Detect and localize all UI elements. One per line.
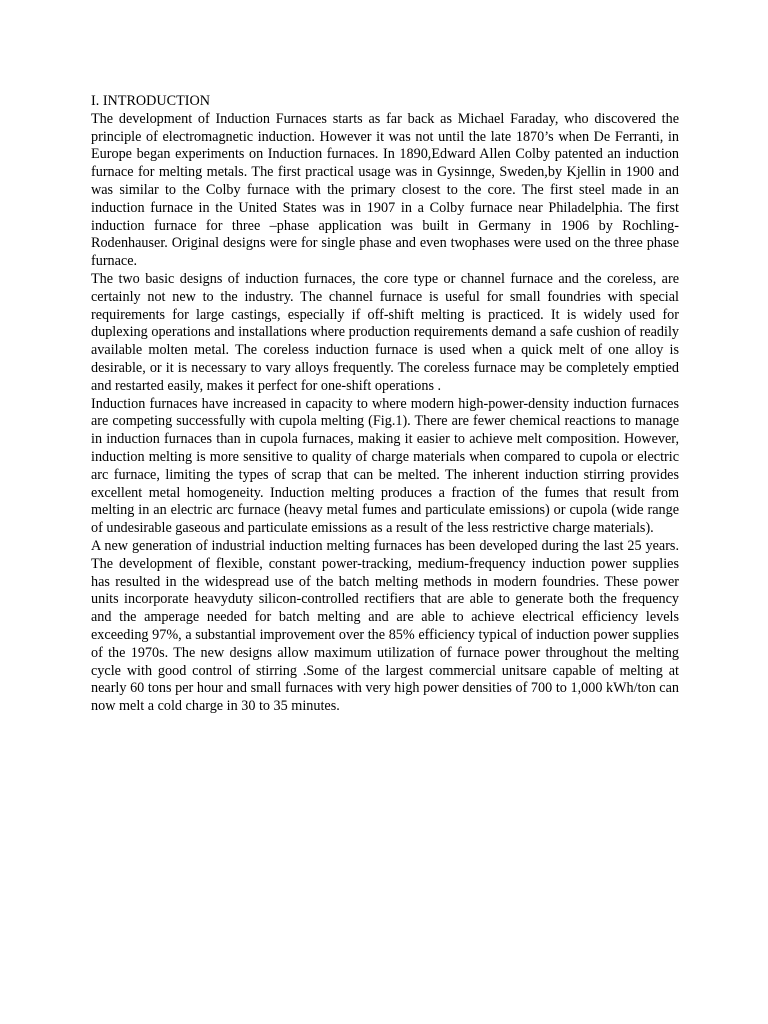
paragraph-capacity: Induction furnaces have increased in capacity to where modern high-power-density induction furnaces are competing successfully with cupola melting (Fig.1). There are fewer chemical reactions to manage in induction furnaces than in cupola furnaces, making it easier to achieve melt composition. However, induction melting is more sensitive to quality of charge materials when compared to cupola or electric arc furnace, limiting the types of scrap that can be melted. The inherent induction stirring provides excellent metal homogeneity. Induction melting produces a fraction of the fumes that result from melting in an electric arc furnace (heavy metal fumes and particulate emissions) or cupola (wide range of undesirable gaseous and particulate emissions as a result of the less restrictive charge materials).	[91, 395, 679, 537]
document-page	[91, 93, 679, 716]
section-heading: I. INTRODUCTION	[91, 93, 211, 109]
paragraph-designs: The two basic designs of induction furnaces, the core type or channel furnace and the coreless, are certainly not new to the industry. The channel furnace is useful for small foundries with special requirements for large castings, especially if off-shift melting is practiced. It is widely used for duplexing operations and installations where production requirements demand a safe cushion of readily available molten metal. The coreless induction furnace is used when a quick melt of one alloy is desirable, or it is necessary to vary alloys frequently. The coreless furnace may be completely emptied and restarted easily, makes it perfect for one-shift operations .	[91, 270, 679, 394]
paragraph-new-generation: A new generation of industrial induction melting furnaces has been developed during the last 25 years. The development of flexible, constant power-tracking, medium-frequency induction power supplies has resulted in the widespread use of the batch melting methods in modern foundries. These power units incorporate heavyduty silicon-controlled rectifiers that are able to generate both the frequency and the amperage needed for batch melting and are able to achieve electrical efficiency levels exceeding 97%, a substantial improvement over the 85% efficiency typical of induction power supplies of the 1970s. The new designs allow maximum utilization of furnace power throughout the melting cycle with good control of stirring .Some of the largest commercial unitsare capable of melting at nearly 60 tons per hour and small furnaces with very high power densities of 700 to 1,000 kWh/ton can now melt a cold charge in 30 to 35 minutes.	[91, 537, 679, 715]
paragraph-history: The development of Induction Furnaces starts as far back as Michael Faraday, who discovered the principle of electromagnetic induction. However it was not until the late 1870’s when De Ferranti, in Europe began experiments on Induction furnaces. In 1890,Edward Allen Colby patented an induction furnace for melting metals. The first practical usage was in Gysinnge, Sweden,by Kjellin in 1900 and was similar to the Colby furnace with the primary closest to the core. The first steel made in an induction furnace in the United States was in 1907 in a Colby furnace near Philadelphia. The first induction furnace for three –phase application was built in Germany in 1906 by Rochling-Rodenhauser. Original designs were for single phase and even twophases were used on the three phase furnace.	[91, 110, 679, 270]
